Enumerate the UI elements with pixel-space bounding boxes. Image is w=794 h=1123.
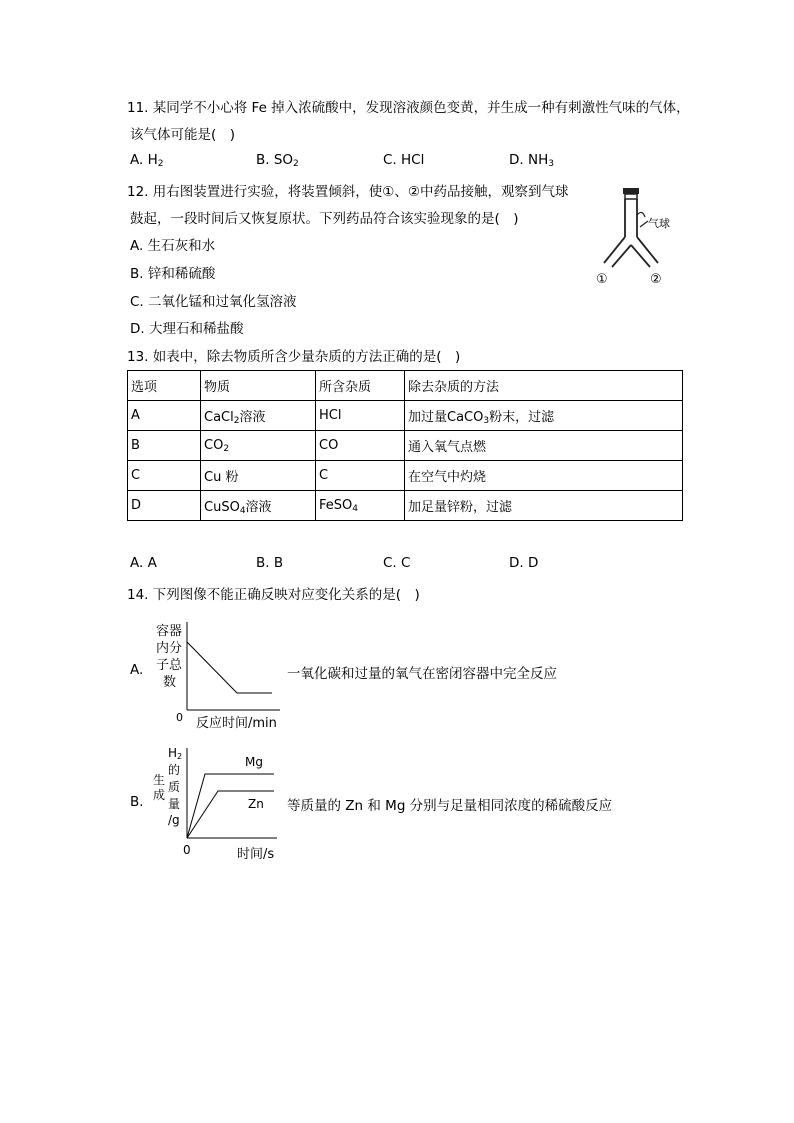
q12-stem-line1: 12. 用右图装置进行实验，将装置倾斜，使①、②中药品接触，观察到气球	[127, 184, 569, 200]
cell-impurity: CO	[316, 431, 405, 461]
graph-b-ylabel-h2: H2	[168, 746, 183, 761]
header-method: 除去杂质的方法	[405, 371, 683, 401]
cell-substance: Cu 粉	[201, 461, 316, 491]
graph-a-molecule-count-chart	[150, 618, 285, 733]
q11-option-b: B. $SO_2$	[256, 152, 299, 169]
q12-option-b: B. 锌和稀硫酸	[130, 266, 216, 282]
q12-stem-line2: 鼓起，一段时间后又恢复原状。下列药品符合该实验现象的是( )	[130, 211, 519, 227]
q13-option-a: A. A	[130, 555, 157, 571]
graph-b-option-label: B.	[130, 794, 144, 810]
cell-option: B	[128, 431, 201, 461]
table-row	[128, 431, 683, 461]
q13-option-d: D. D	[509, 555, 539, 571]
graph-a-ylabel-line: 内分	[156, 641, 183, 656]
header-impurity: 所含杂质	[316, 371, 405, 401]
graph-a-option-label: A.	[130, 662, 144, 678]
q12-option-d: D. 大理石和稀盐酸	[130, 321, 244, 337]
graph-b-ylabel-char: 量	[168, 797, 181, 811]
impurity-removal-table	[127, 370, 683, 521]
graph-a-xlabel: 反应时间/min	[196, 716, 277, 731]
graph-a-curve	[187, 642, 272, 693]
graph-a-description: 一氧化碳和过量的氧气在密闭容器中完全反应	[287, 666, 557, 682]
q14-stem: 14. 下列图像不能正确反映对应变化关系的是( )	[127, 587, 420, 603]
graph-b-ylabel-char: /g	[168, 813, 180, 827]
table-row	[128, 491, 683, 521]
graph-a-ylabel-line: 子总	[156, 658, 183, 673]
q11-stem-line2: 该气体可能是( )	[130, 127, 236, 143]
header-substance: 物质	[201, 371, 316, 401]
q11-option-c: C. HCl	[383, 152, 425, 168]
balloon-label: 气球	[648, 217, 670, 230]
graph-b-description: 等质量的 Zn 和 Mg 分别与足量相同浓度的稀硫酸反应	[287, 798, 613, 814]
q11-option-d: D. $NH_3$	[509, 152, 554, 169]
graph-b-hydrogen-mass-chart	[150, 744, 285, 864]
cell-impurity: HCl	[316, 401, 405, 431]
cell-method: 通入氧气点燃	[405, 431, 683, 461]
table-header-row	[128, 371, 683, 401]
tube-label-2: ②	[650, 272, 662, 287]
cell-method: 在空气中灼烧	[405, 461, 683, 491]
graph-b-series-label-zn: Zn	[248, 797, 264, 811]
graph-b-origin: 0	[183, 843, 191, 857]
graph-b-ylabel-char: 成	[153, 788, 166, 802]
q13-option-b: B. B	[256, 555, 284, 571]
q12-option-c: C. 二氧化锰和过氧化氢溶液	[130, 294, 297, 310]
cell-substance: $CO_2$	[201, 431, 316, 461]
cell-option: D	[128, 491, 201, 521]
graph-b-ylabel-char: 生	[153, 773, 166, 787]
cell-option: C	[128, 461, 201, 491]
cell-impurity: FeSO$_4$	[316, 491, 405, 521]
cell-substance: CaCl$_2$溶液	[201, 401, 316, 431]
graph-b-series-label-mg: Mg	[245, 755, 263, 769]
graph-b-xlabel: 时间/s	[237, 847, 275, 862]
cell-substance: CuSO$_4$溶液	[201, 491, 316, 521]
q13-option-c: C. C	[383, 555, 411, 571]
q12-option-a: A. 生石灰和水	[130, 238, 216, 254]
cell-method: 加足量锌粉，过滤	[405, 491, 683, 521]
q11-option-a: A. $H_2$	[130, 152, 164, 169]
graph-b-ylabel-char: 质	[168, 780, 181, 794]
tube-label-1: ①	[596, 272, 608, 287]
y-tube-apparatus-figure	[590, 185, 690, 290]
table-row	[128, 461, 683, 491]
graph-a-origin: 0	[176, 711, 183, 724]
header-option: 选项	[128, 371, 201, 401]
q13-stem: 13. 如表中，除去物质所含少量杂质的方法正确的是( )	[127, 349, 461, 365]
q11-stem-line1: 11. 某同学不小心将 Fe 掉入浓硫酸中，发现溶液颜色变黄，并生成一种有刺激性气味的气体，	[127, 100, 690, 116]
graph-a-ylabel-line: 数	[163, 675, 177, 690]
cell-method: 加过量CaCO$_3$粉末，过滤	[405, 401, 683, 431]
cell-impurity: C	[316, 461, 405, 491]
graph-b-ylabel-char: 的	[168, 763, 181, 777]
cell-option: A	[128, 401, 201, 431]
table-row	[128, 401, 683, 431]
graph-a-ylabel-line: 容器	[156, 624, 183, 639]
